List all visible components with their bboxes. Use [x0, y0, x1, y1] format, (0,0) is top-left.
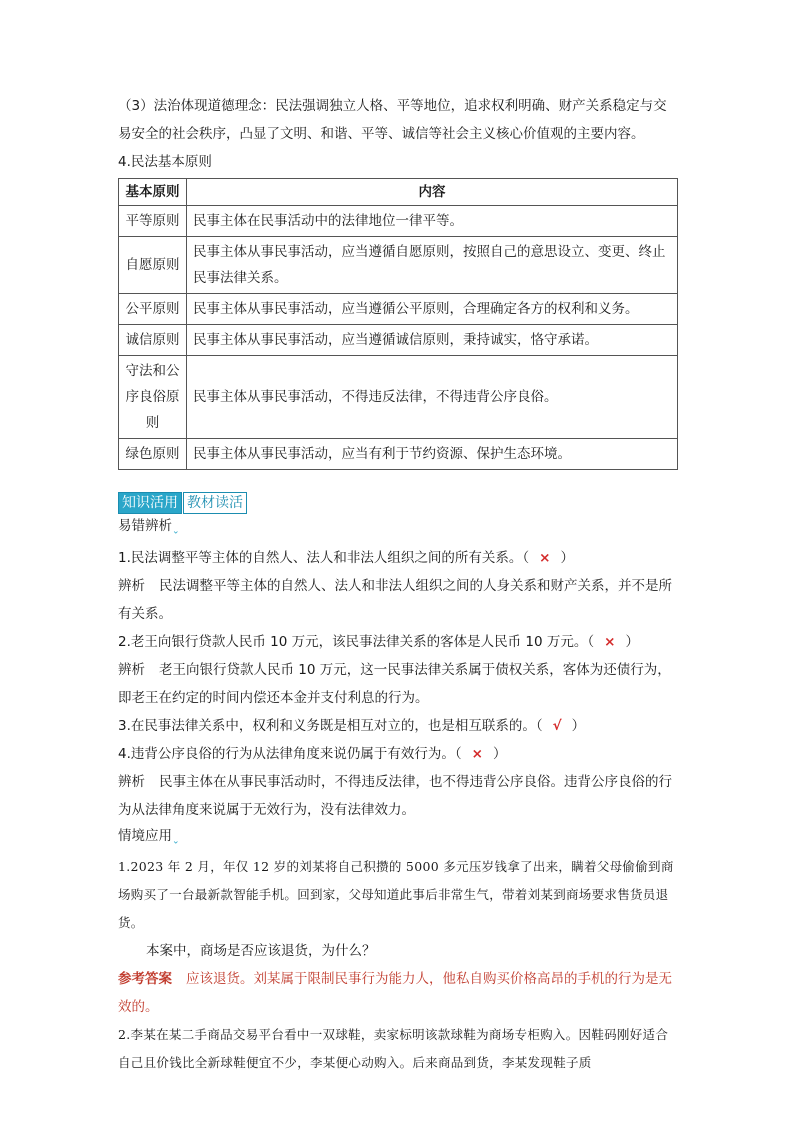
question-2: 2.老王向银行贷款人民币 10 万元，该民事法律关系的客体是人民币 10 万元。（ × ） [118, 628, 678, 656]
document-page [118, 92, 678, 1077]
case-2: 2.李某在某二手商品交易平台看中一双球鞋，卖家标明该款球鞋为商场专柜购入。因鞋码刚好适合自己且价钱比全新球鞋便宜不少，李某便心动购入。后来商品到货，李某发现鞋子质 [118, 1027, 669, 1071]
analysis-4: 辨析 民事主体在从事民事活动时，不得违反法律，也不得违背公序良俗。违背公序良俗的行为从法律角度来说属于无效行为，没有法律效力。 [118, 768, 678, 824]
intro-paragraph: （3）法治体现道德理念：民法强调独立人格、平等地位，追求权利明确、财产关系稳定与交易安全的社会秩序，凸显了文明、和谐、平等、诚信等社会主义核心价值观的主要内容。 [118, 98, 667, 142]
analysis-label: 辨析 [118, 577, 145, 594]
cross-mark-icon: × [604, 633, 616, 650]
chevron-down-icon: ⌄ [172, 526, 180, 537]
principle-name: 公平原则 [119, 294, 187, 325]
answer-label: 参考答案 [118, 971, 172, 988]
cross-mark-icon: × [471, 745, 483, 762]
principle-name: 平等原则 [119, 206, 187, 237]
table-row [119, 294, 678, 325]
principles-table [118, 178, 678, 470]
tag-knowledge-apply: 知识活用 [118, 492, 182, 514]
table-header-row [119, 179, 678, 206]
tag-textbook-read: 教材读活 [183, 492, 247, 514]
case-1-question: 本案中，商场是否应该退货，为什么？ [146, 943, 376, 960]
chevron-down-icon: ⌄ [172, 836, 180, 847]
analysis-1: 辨析 民法调整平等主体的自然人、法人和非法人组织之间的人身关系和财产关系，并不是所有关系。 [118, 572, 678, 628]
principle-content: 民事主体在民事活动中的法律地位一律平等。 [187, 206, 678, 237]
principle-content: 民事主体从事民事活动，应当遵循自愿原则，按照自己的意思设立、变更、终止民事法律关系。 [187, 237, 678, 294]
principle-name: 绿色原则 [119, 439, 187, 470]
principle-name: 诚信原则 [119, 325, 187, 356]
table-row [119, 206, 678, 237]
table-header-content: 内容 [187, 179, 678, 206]
analysis-2: 辨析 老王向银行贷款人民币 10 万元，这一民事法律关系属于债权关系，客体为还债行为，即老王在约定的时间内偿还本金并支付利息的行为。 [118, 656, 678, 712]
principle-content: 民事主体从事民事活动，不得违反法律，不得违背公序良俗。 [187, 356, 678, 439]
principle-content: 民事主体从事民事活动，应当遵循公平原则，合理确定各方的权利和义务。 [187, 294, 678, 325]
table-row [119, 356, 678, 439]
table-row [119, 439, 678, 470]
principle-content: 民事主体从事民事活动，应当遵循诚信原则，秉持诚实，恪守承诺。 [187, 325, 678, 356]
principle-name: 守法和公序良俗原则 [119, 356, 187, 439]
question-4: 4.违背公序良俗的行为从法律角度来说仍属于有效行为。（ × ） [118, 740, 678, 768]
subsection-title-scenario: 情境应用$_⌄$ [118, 827, 180, 847]
table-header-principle: 基本原则 [119, 179, 187, 206]
table-row [119, 237, 678, 294]
principle-content: 民事主体从事民事活动，应当有利于节约资源、保护生态环境。 [187, 439, 678, 470]
question-1: 1.民法调整平等主体的自然人、法人和非法人组织之间的所有关系。（ × ） [118, 544, 678, 572]
analysis-label: 辨析 [118, 773, 145, 790]
principle-name: 自愿原则 [119, 237, 187, 294]
check-mark-icon: √ [552, 717, 562, 734]
question-3: 3.在民事法律关系中，权利和义务既是相互对立的，也是相互联系的。（ √ ） [118, 712, 678, 740]
subsection-title-errors: 易错辨析$_⌄$ [118, 518, 180, 537]
cross-mark-icon: × [539, 549, 551, 566]
reference-answer: 参考答案 应该退货。刘某属于限制民事行为能力人，他私自购买价格高昂的手机的行为是无效的。 [118, 965, 678, 1021]
section-heading: 4.民法基本原则 [118, 154, 212, 170]
section-tags [118, 492, 678, 514]
table-row [119, 325, 678, 356]
case-1: 1.2023 年 2 月，年仅 12 岁的刘某将自己积攒的 5000 多元压岁钱拿了出来，瞒着父母偷偷到商场购买了一台最新款智能手机。回到家，父母知道此事后非常生气，带着刘某到商场要求售货员退货。 [118, 859, 674, 931]
analysis-label: 辨析 [118, 661, 145, 678]
